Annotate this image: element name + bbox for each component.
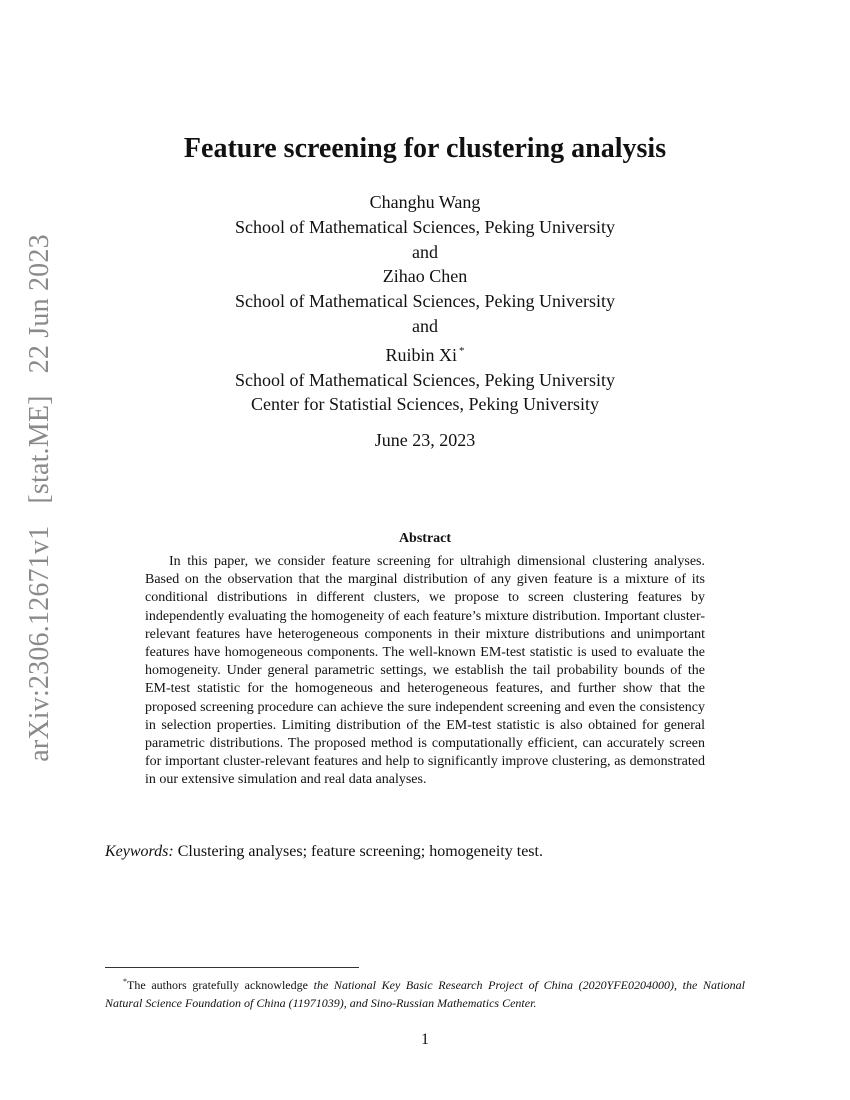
author-block: [0, 190, 850, 417]
author-affiliation: School of Mathematical Sciences, Peking University: [235, 216, 615, 237]
abstract-heading: Abstract: [398, 531, 452, 546]
author-affiliation: School of Mathematical Sciences, Peking University: [235, 291, 615, 312]
keywords-label: Keywords:: [105, 843, 174, 860]
footnote-divider: [105, 967, 359, 968]
author-affiliation: School of Mathematical Sciences, Peking University: [235, 369, 615, 390]
page-number: 1: [421, 1031, 429, 1048]
paper-title: Feature screening for clustering analysis: [183, 133, 667, 164]
keywords-line: [105, 841, 543, 863]
author-name-line: [0, 339, 850, 368]
footnote-lead: The authors gratefully acknowledge: [127, 978, 314, 992]
arxiv-category: [stat.ME]: [24, 395, 55, 504]
author-affiliation: Center for Statistial Sciences, Peking University: [251, 394, 599, 415]
footnote-marker: *: [459, 344, 465, 357]
footnote: [105, 973, 745, 1012]
keywords-text: Clustering analyses; feature screening; homogeneity test.: [177, 843, 543, 860]
author-separator: and: [412, 315, 438, 336]
author-separator: and: [412, 241, 438, 262]
author-name: Zihao Chen: [382, 266, 468, 287]
footnote-funding: the National Key Basic Research Project of China (2020YFE0204000), the National Natural Science Foundation of China (11971039), and Sino-Russian Mathematics Center.: [105, 978, 745, 1010]
author-name: Ruibin Xi: [385, 344, 457, 365]
paper-date: June 23, 2023: [374, 430, 476, 450]
arxiv-id: arXiv:2306.12671v1: [24, 525, 55, 762]
abstract-body: In this paper, we consider feature screening for ultrahigh dimensional clustering analyses. Based on the observation that the marginal distribution of any given feature is a mixture of its conditional distributions in different clusters, we propose to screen clustering features by independently evaluating the homogeneity of each feature’s mixture distribution. Important cluster-relevant features have heterogeneous components in their mixture distributions and unimportant features have homogeneous components. The well-known EM-test statistic is used to evaluate the homogeneity. Under general parametric settings, we establish the tail probability bounds of the EM-test statistic for the homogeneous and heterogeneous features, and further show that the proposed screening procedure can achieve the sure independent screening and even the consistency in selection properties. Limiting distribution of the EM-test statistic is also obtained for general parametric distributions. The proposed method is computationally efficient, can accurately screen for important cluster-relevant features and help to significantly improve clustering, as demonstrated in our extensive simulation and real data analyses.: [145, 554, 705, 788]
arxiv-date: 22 Jun 2023: [24, 234, 55, 374]
footnote-mark: *: [123, 977, 127, 986]
author-name: Changhu Wang: [369, 192, 481, 212]
